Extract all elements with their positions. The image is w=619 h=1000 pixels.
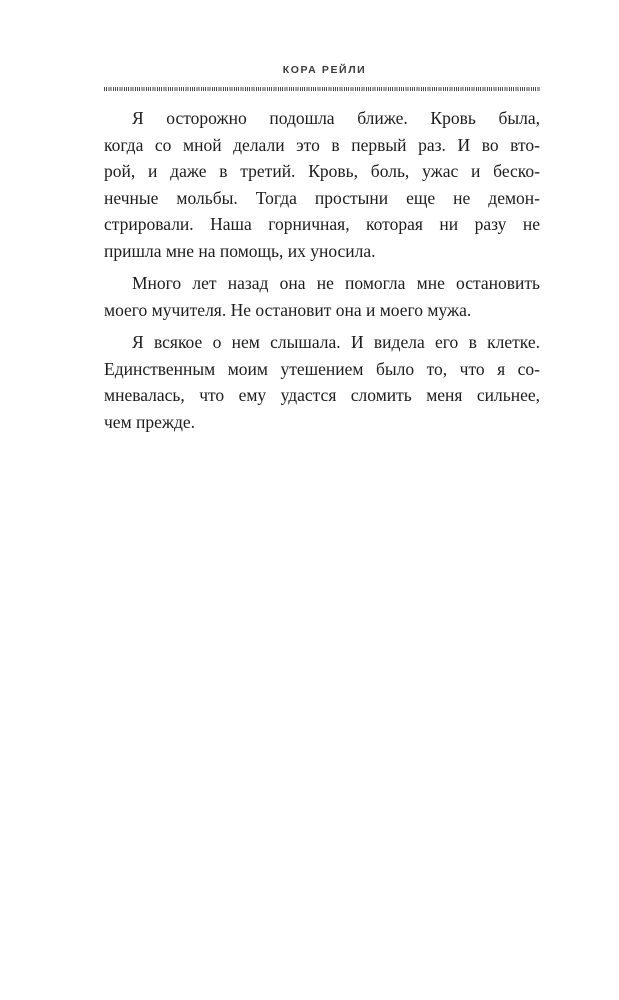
text-line: стрировали. Наша горничная, которая ни разу не — [104, 214, 540, 234]
text-line: мневалась, что ему удастся сломить меня сильнее, — [104, 385, 540, 405]
paragraph — [104, 329, 540, 435]
header-rule — [104, 87, 540, 91]
text-line: когда со мной делали это в первый раз. И во вто- — [104, 134, 540, 155]
text-line: рой, и даже в третий. Кровь, боль, ужас и беско- — [104, 161, 540, 181]
text-line: Я осторожно подошла ближе. Кровь была, — [132, 108, 540, 128]
paragraph — [104, 105, 540, 264]
body-text — [104, 105, 540, 441]
text-line: Я всякое о нем слышала. И видела его в клетке. — [132, 332, 540, 352]
text-line: Много лет назад она не помогла мне остановить — [132, 273, 540, 293]
text-line: Единственным моим утешением было то, что я со- — [104, 358, 540, 379]
text-line: пришла мне на помощь, их уносила. — [104, 240, 376, 261]
text-line: чем прежде. — [104, 411, 196, 432]
text-line: моего мучителя. Не остановит она и моего мужа. — [104, 299, 472, 320]
paragraph — [104, 270, 540, 323]
running-head: КОРА РЕЙЛИ — [282, 64, 367, 76]
text-line: нечные мольбы. Тогда простыни еще не демон- — [104, 187, 540, 208]
